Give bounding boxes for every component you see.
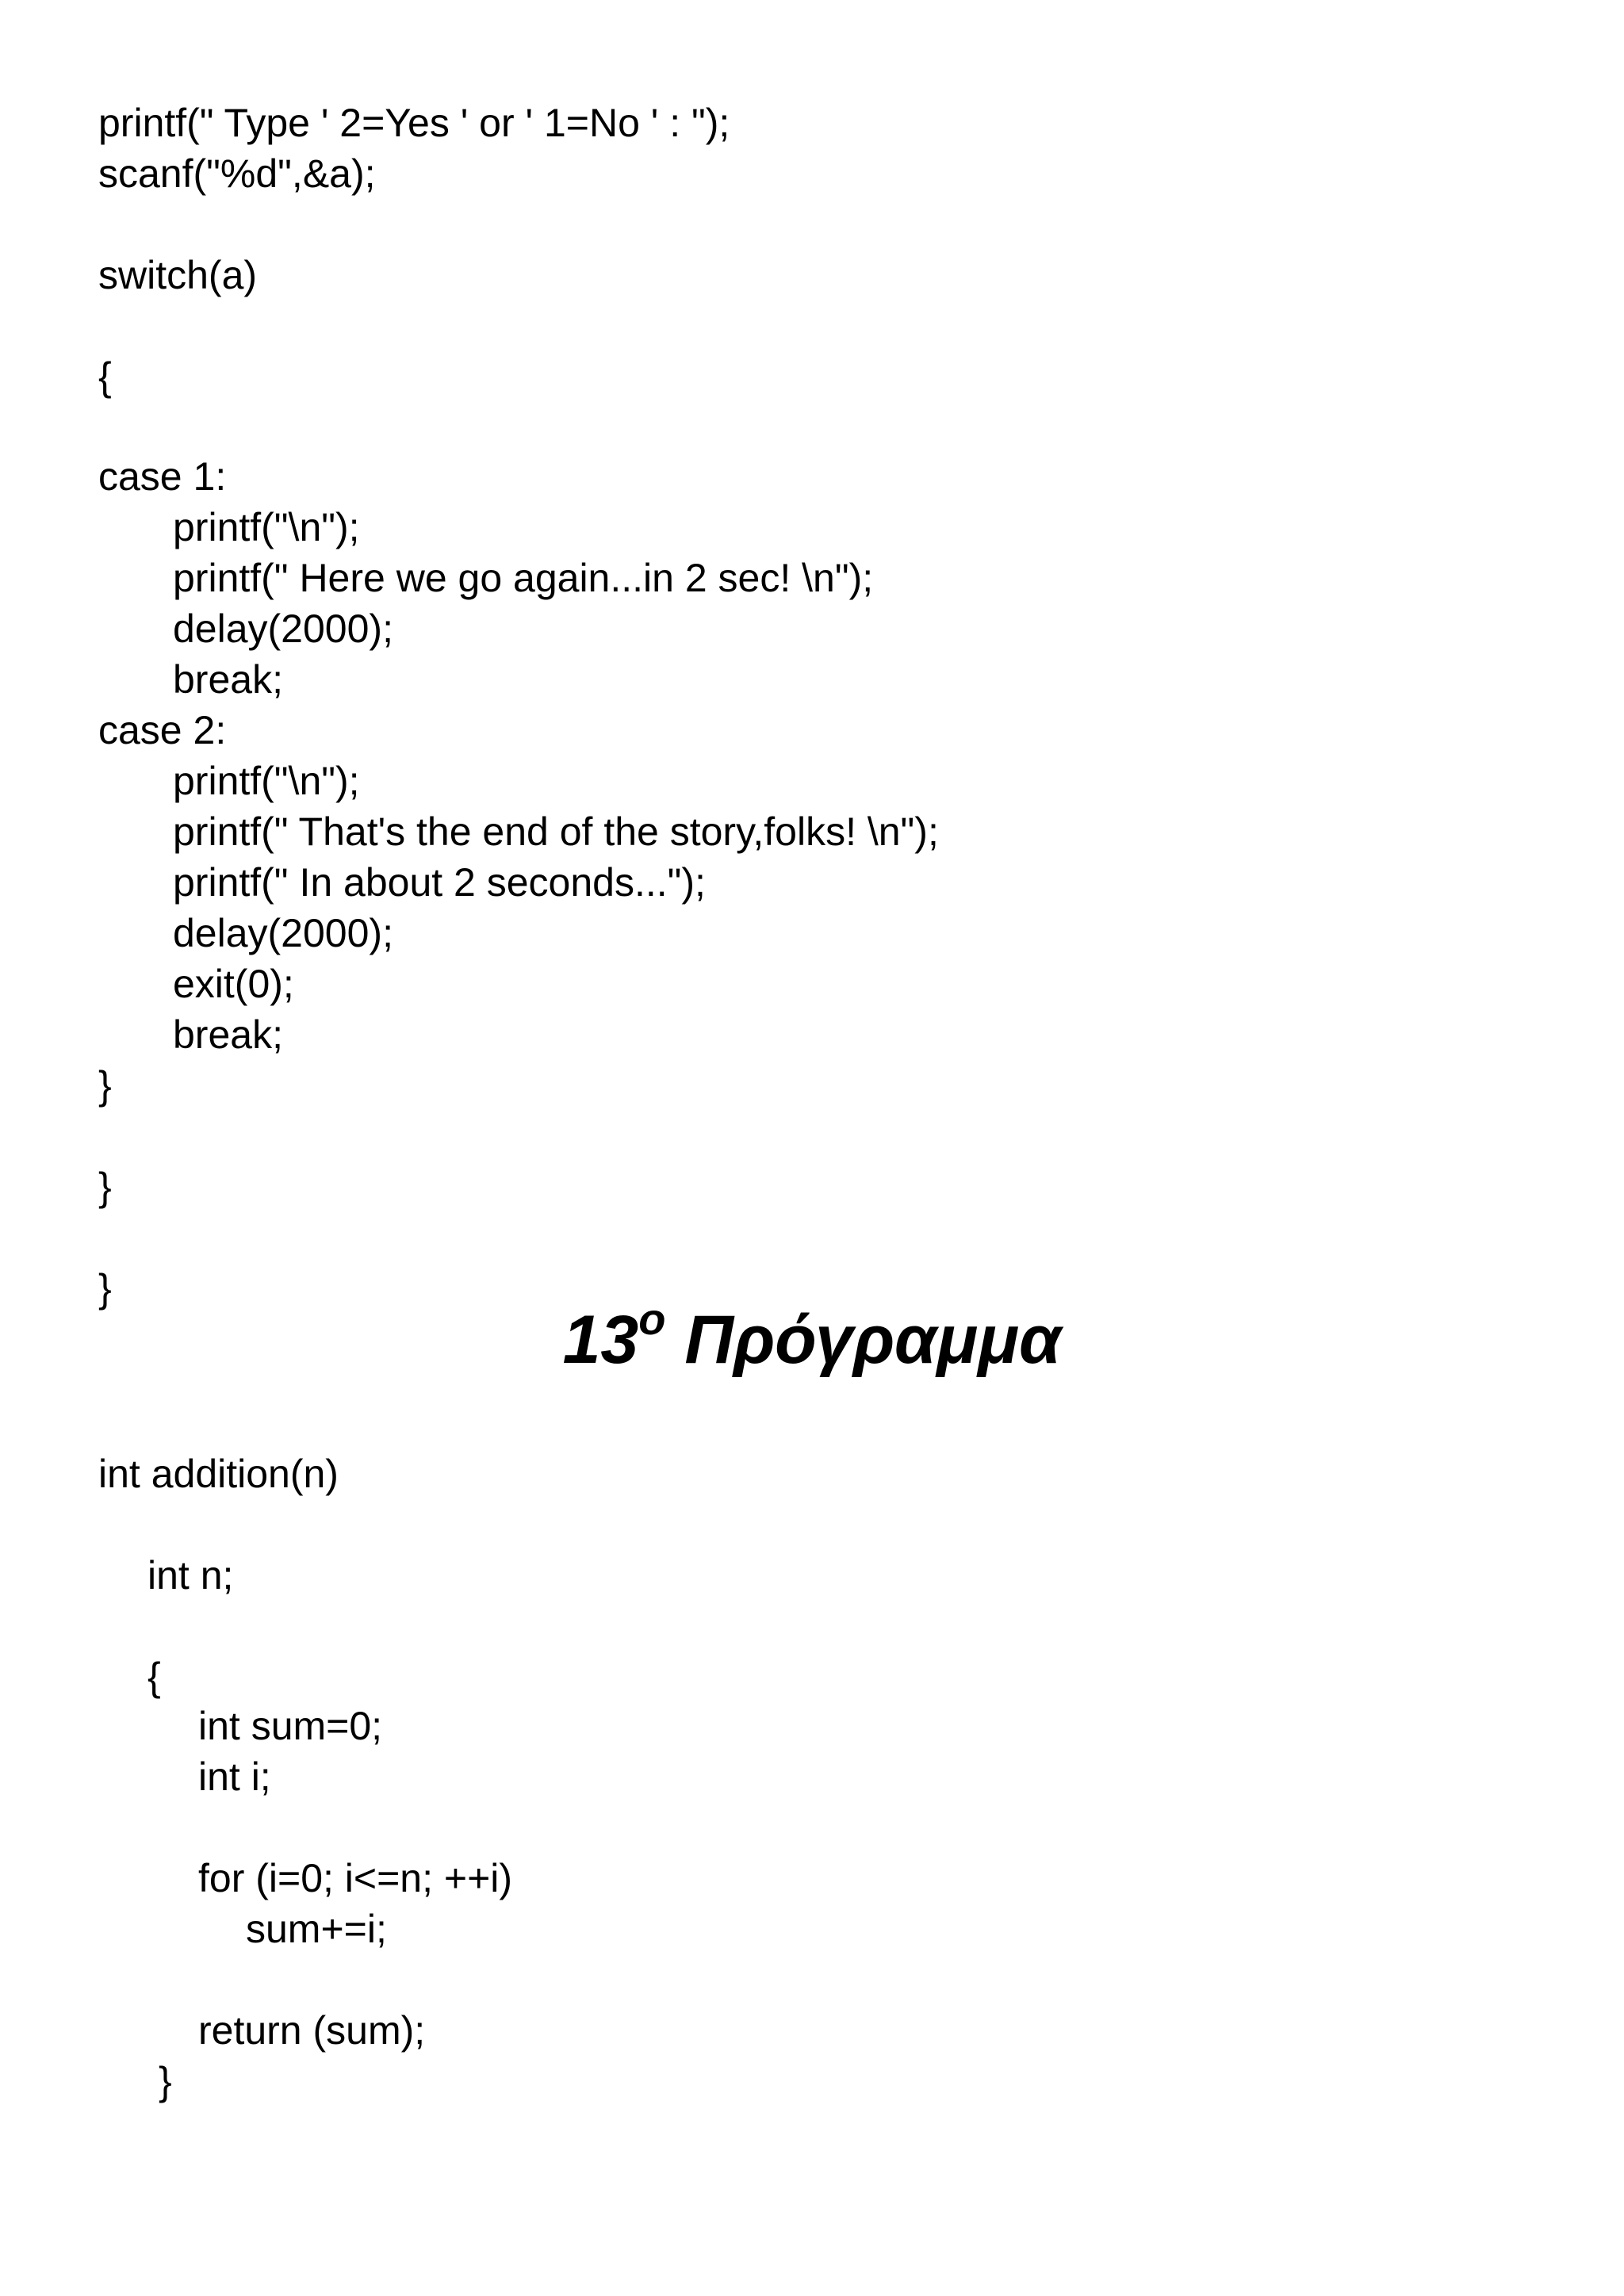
code-line: printf(" Here we go again...in 2 sec! \n"); [173,556,874,600]
code-line: break; [173,1012,283,1057]
section-heading [0,1294,1624,1380]
code-line: { [147,1655,161,1699]
code-line: switch(a) [98,253,258,297]
code-line: delay(2000); [173,607,393,651]
code-line: break; [173,657,283,702]
code-line: int i; [198,1755,271,1799]
code-line: scanf("%d",&a); [98,151,376,196]
code-line: return (sum); [198,2008,426,2053]
code-line: for (i=0; i<=n; ++i) [198,1856,513,1900]
code-line: printf("\n"); [173,505,360,549]
code-line: } [98,1266,112,1311]
code-line: printf(" That's the end of the story,folks! \n"); [173,809,939,854]
heading-ordinal: o [638,1294,666,1345]
heading-title: Πρόγραμμα [684,1302,1062,1378]
heading-number: 13 [562,1302,639,1378]
code-line: } [159,2059,172,2103]
code-line: int addition(n) [98,1452,339,1496]
code-line: case 2: [98,708,227,752]
code-line: int sum=0; [198,1704,383,1748]
code-line: printf("\n"); [173,759,360,803]
code-line: exit(0); [173,962,294,1006]
code-line: { [98,354,112,399]
code-line: sum+=i; [246,1907,387,1951]
code-line: case 1: [98,454,227,499]
code-line: } [98,1063,112,1108]
code-line: } [98,1165,112,1209]
code-line: delay(2000); [173,911,393,955]
code-line: int n; [147,1553,234,1598]
code-line: printf(" Type ' 2=Yes ' or ' 1=No ' : "); [98,101,730,145]
code-line: printf(" In about 2 seconds..."); [173,860,706,905]
